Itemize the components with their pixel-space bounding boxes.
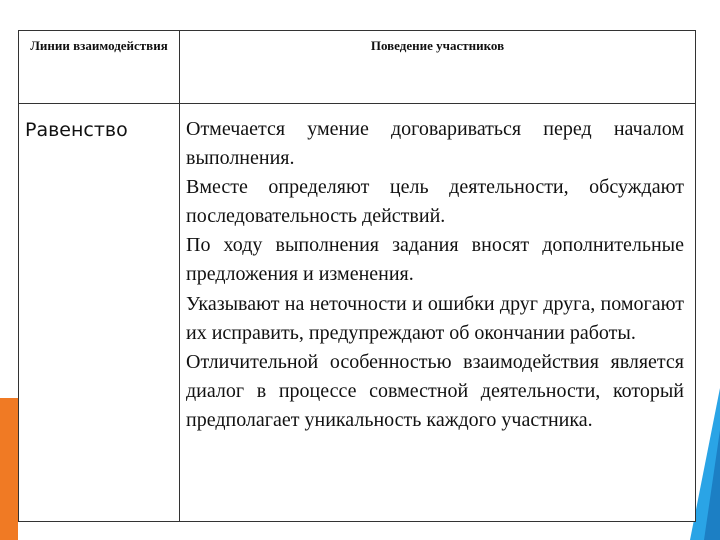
interaction-table [18, 30, 696, 522]
row-text-cell [180, 104, 696, 522]
orange-accent-bar [0, 398, 18, 540]
behavior-description [180, 104, 695, 435]
paragraph: Указывают на неточности и ошибки друг друга, помогают их исправить, предупреждают об окончании работы. [186, 292, 684, 344]
header-lines-label: Линии взаимодействия [30, 38, 168, 53]
table-header-row [19, 31, 696, 104]
paragraph: Отличительной особенностью взаимодействия является диалог в процессе совместной деятельности, который предполагает уникальность каждого участника. [186, 350, 684, 431]
row-label-cell [19, 104, 180, 522]
paragraph: Вместе определяют цель деятельности, обсуждают последовательность действий. [186, 176, 684, 228]
paragraph: Отмечается умение договариваться перед началом выполнения. [186, 118, 684, 170]
header-behavior-label: Поведение участников [370, 38, 505, 53]
header-cell-behavior [180, 31, 696, 104]
table-row [19, 104, 696, 522]
row-label: Равенство [25, 119, 128, 141]
header-cell-lines [19, 31, 180, 104]
paragraph: По ходу выполнения задания вносят дополнительные предложения и изменения. [186, 234, 684, 286]
dark-blue-accent-triangle [704, 430, 720, 540]
